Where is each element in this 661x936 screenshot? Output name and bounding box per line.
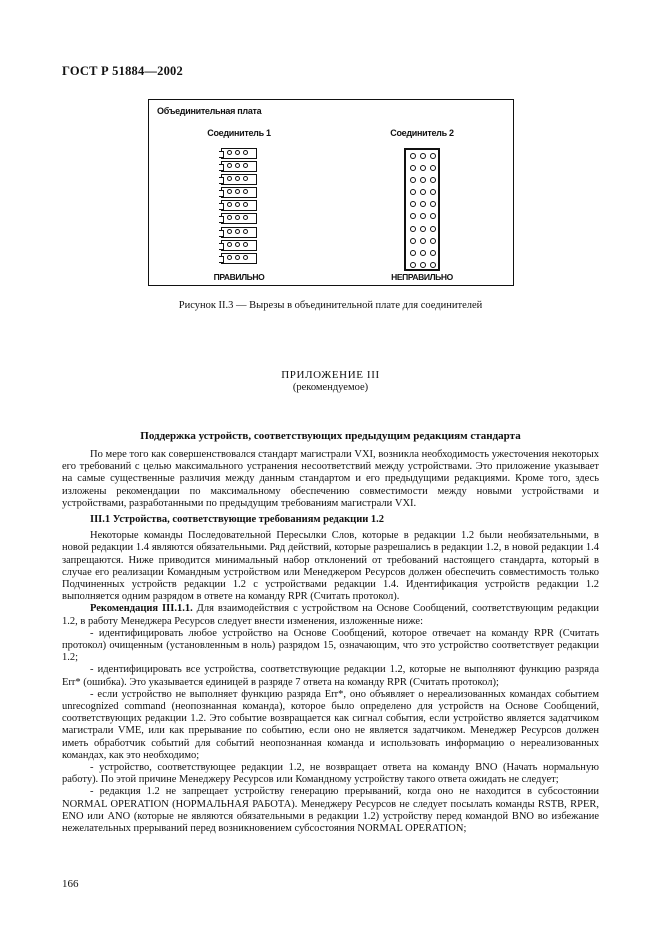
list-item: - идентифицировать любое устройство на Основе Сообщений, которое отвечает на команду RPR (Считать протокол) очищенным (установленным в ноль) разрядом 15, означающим, что это устройство соответствует редакции 1.2;	[62, 627, 599, 664]
connector2-diagram	[404, 148, 440, 271]
list-item: - идентифицировать все устройства, соответствующие редакции 1.2, которые не выполняют функцию разряда Err* (ошибка). Это указывается единицей в разряде 7 ответа на команду RPR (Считать протокол);	[62, 664, 599, 688]
connector-slot	[221, 253, 257, 264]
appendix-subtitle: (рекомендуемое)	[292, 382, 369, 393]
intro-paragraph: По мере того как совершенствовался стандарт магистрали VXI, возникла необходимость ужесточения некоторых его требований с целью максимального устранения несоответствий между устройствами. Это приложение указывает на самые существенные различия между данным стандартом и его предыдущими редакциями. Кроме того, здесь изложены рекомендации по максимальному обеспечению совместимости между новыми устройствами и устройствами, разработанными по предыдущим требованиям магистрали VXI.	[62, 449, 599, 509]
list-item: - устройство, соответствующее редакции 1.2, не возвращает ответа на команду BNO (Начать нормальную работу). По этой причине Менеджеру Ресурсов или Командному устройству такого ответа ожидать не следует;	[62, 762, 599, 786]
recommendation-paragraph	[62, 603, 599, 627]
incorrect-label: НЕПРАВИЛЬНО	[391, 272, 453, 282]
connector-slot	[221, 200, 257, 211]
connector-slot	[221, 213, 257, 224]
connector1-diagram	[221, 148, 257, 266]
figure-caption: Рисунок II.3 — Вырезы в объединительной плате для соединителей	[178, 300, 483, 311]
appendix-heading: Поддержка устройств, соответствующих предыдущим редакциям стандарта	[140, 430, 521, 442]
connector-slot	[221, 161, 257, 172]
page-number: 166	[62, 878, 79, 890]
list-item: - редакция 1.2 не запрещает устройству генерацию прерываний, когда оно не находится в субсостоянии NORMAL OPERATION (НОРМАЛЬНАЯ РАБОТА). Менеджеру Ресурсов не следует посылать команды RSTB, RPER, ENO или ANO (которые не являются обязательными в редакции 1.2) устройству перед командой BNO во избежание нежелательных прерываний перед возникновением субсостояния NORMAL OPERATION;	[62, 786, 599, 835]
paragraph: Некоторые команды Последовательной Пересылки Слов, которые в редакции 1.2 были необязательными, в новой редакции 1.4 являются обязательными. Ряд действий, которые разрешались в редакции 1.2, в новой редакции 1.4 запрещаются. Ниже приводится минимальный набор отклонений от требований настоящего стандарта, который в случае его реализации Командным устройством или Менеджером Ресурсов должен обеспечить совместимость только Подчиненных устройств редакции 1.2 с устройствами редакции 1.4. Идентификация устройств редакции 1.2 выполняется одним разрядом в ответе на команду RPR (Считать протокол).	[62, 530, 599, 603]
connector1-label: Соединитель 1	[207, 128, 271, 138]
connector-slot	[221, 227, 257, 238]
connector-slot	[221, 240, 257, 251]
recommendation-text: Для взаимодействия с устройством на Основе Сообщений, соответствующим редакции 1.2, в работу Менеджера Ресурсов следует внести изменения, изложенные ниже:	[62, 603, 599, 627]
body-text	[62, 449, 599, 835]
connector-slot	[221, 174, 257, 185]
connector-slot	[221, 148, 257, 159]
backplane-label: Объединительная плата	[157, 106, 262, 116]
appendix-title: ПРИЛОЖЕНИЕ III	[281, 369, 380, 381]
connector-slot	[221, 187, 257, 198]
correct-label: ПРАВИЛЬНО	[213, 272, 265, 282]
backplane-figure	[148, 99, 514, 286]
connector2-label: Соединитель 2	[390, 128, 454, 138]
document-header: ГОСТ Р 51884—2002	[62, 64, 183, 78]
section-title: III.1 Устройства, соответствующие требованиям редакции 1.2	[90, 514, 385, 526]
list-item: - если устройство не выполняет функцию разряда Err*, оно объявляет о нереализованных командах событием unrecognized command (неопознанная команда), которое было определено для устройств на Основе Сообщений, соответствующих редакции 1.2. Это событие возвращается как сигнал события, если устройство является задатчиком магистрали VME, или как прерывание по событию, если оно не является задатчиком. Менеджер Ресурсов должен иметь обработчик событий для событий неопознанная команда и использовать информацию о нереализованных командах, как это необходимо;	[62, 688, 599, 761]
recommendation-lead: Рекомендация III.1.1.	[90, 603, 193, 615]
